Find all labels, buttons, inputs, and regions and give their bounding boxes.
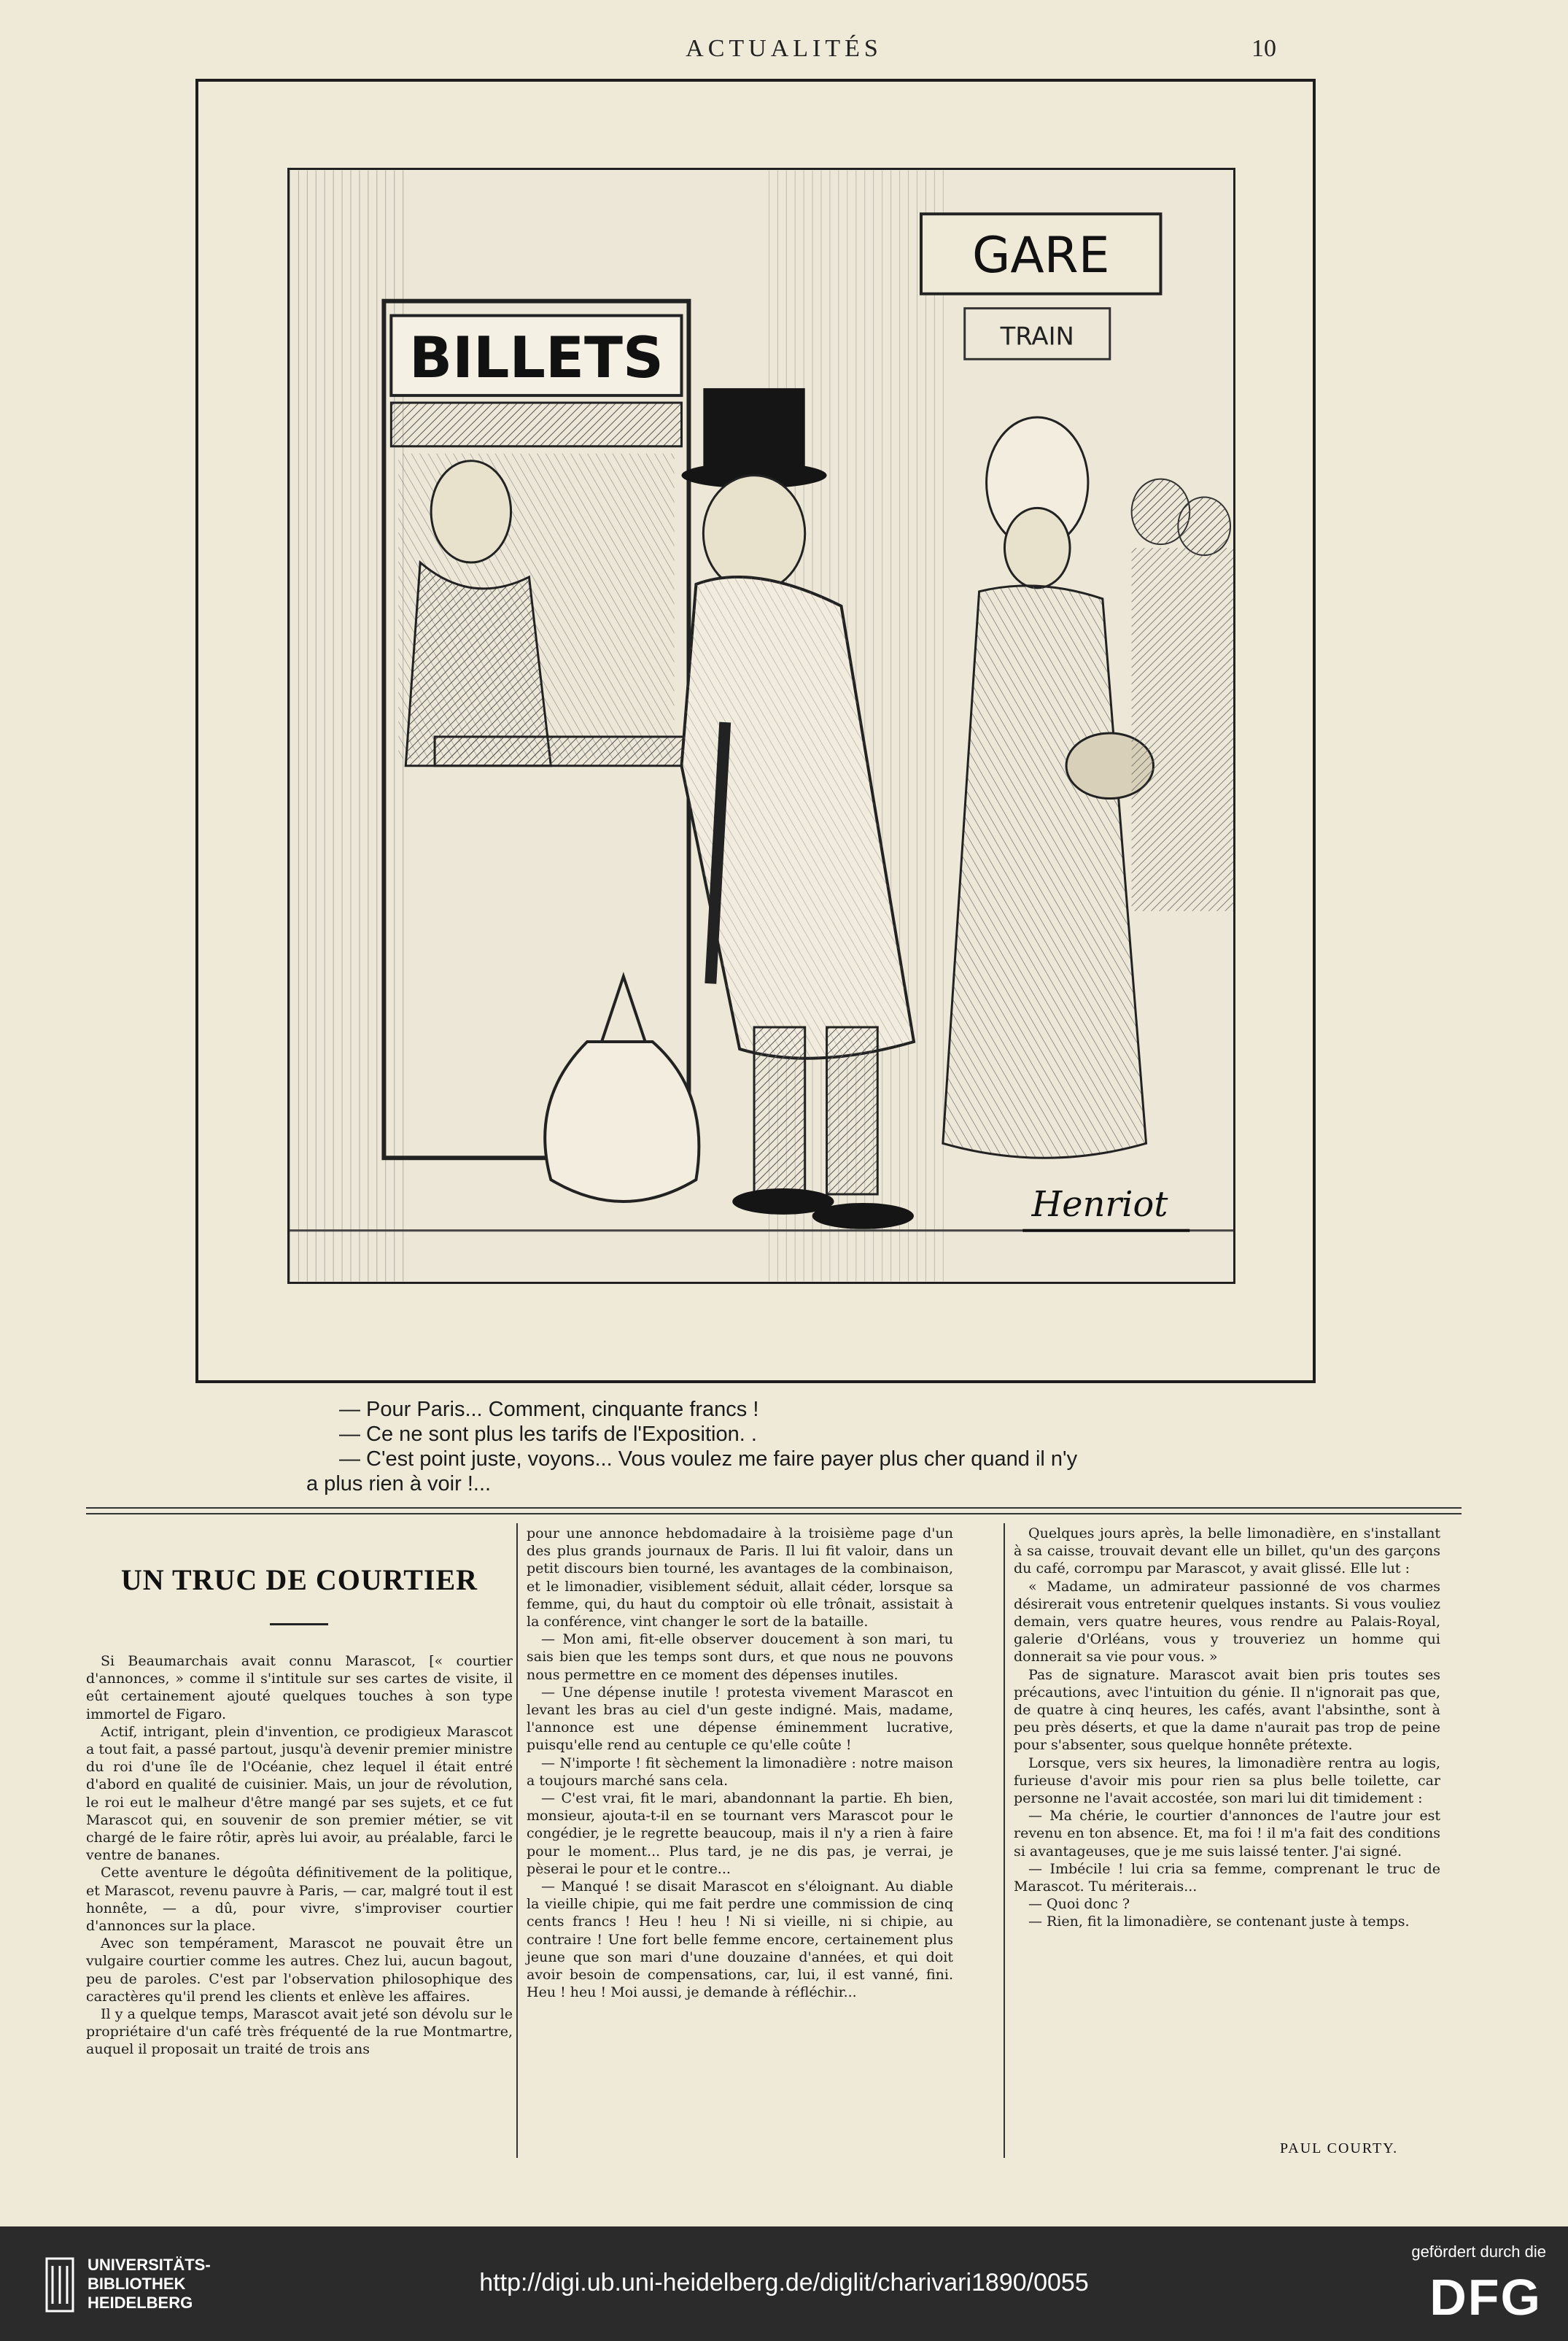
paragraph: — Une dépense inutile ! protesta vivement Marascot en levant les bras au ciel d'un geste indigné. Mais, madame, l'annonce est une dépense éminemment lucrative, puisqu'elle rend au centuple ce qu'elle coûte !: [527, 1684, 953, 1754]
caption-line-4: a plus rien à voir !...: [306, 1472, 492, 1495]
luggage-bag: [545, 1042, 699, 1202]
train-sign-text: TRAIN: [1000, 322, 1074, 351]
column-separator: [1004, 1523, 1005, 2158]
paragraph: Avec son tempérament, Marascot ne pouvait être un vulgaire courtier comme les autres. Chez lui, aucun bagout, peu de paroles. C'est par l'observation philosophique des caractères qu'il prend les clients et enlève les affaires.: [86, 1935, 513, 2005]
paragraph: Cette aventure le dégoûta définitivement de la politique, et Marascot, revenu pauvre à Paris, — car, malgré tout il est honnête, — a dû, pour vivre, s'improviser courtier d'annonces sur la place.: [86, 1865, 513, 1935]
paragraph: « Madame, un admirateur passionné de vos charmes désirerait vous entretenir quelques instants. Si vous vouliez demain, vers quatre heures, vous rendre au Palais-Royal, galerie d'Orléans, vous y trouveriez un homme qui donnerait sa vie pour vous. »: [1014, 1578, 1440, 1665]
paragraph: Quelques jours après, la belle limonadière, en s'installant à sa caisse, trouvait devant elle un billet, qu'un des garçons du café, corrompu par Marascot, y avait glissé. Elle lut :: [1014, 1525, 1440, 1577]
paragraph: Actif, intrigant, plein d'invention, ce prodigieux Marascot a tout fait, a passé partout, jusqu'à devenir premier ministre du roi d'une île de l'Océanie, chez lequel il était entré d'abord en qualité de cuisinier. Mais, un jour de révolution, le roi eut le malheur d'être mangé par ses sujets, et ce fut Marascot qui, en souvenir de son premier métier, se vit chargé de le faire rôtir, après lui avoir, au préalable, farci le ventre de bananes.: [86, 1723, 513, 1864]
caption-line-1: — Pour Paris... Comment, cinquante francs !: [339, 1398, 759, 1421]
traveller-head: [703, 476, 804, 592]
sponsor-label: gefördert durch die: [1411, 2243, 1546, 2261]
article-title: UN TRUC DE COURTIER: [120, 1563, 478, 1596]
paragraph: — Ma chérie, le courtier d'annonces de l'autre jour est revenu en ton absence. Et, ma foi ! il m'a fait des conditions si avantageuses, que je me suis laissé tenter. J'ai signé.: [1014, 1808, 1440, 1860]
paragraph: — Imbécile ! lui cria sa femme, comprenant le truc de Marascot. Tu mériterais...: [1014, 1860, 1440, 1895]
paragraph: Si Beaumarchais avait connu Marascot, [« courtier d'annonces, » comme il s'intitule sur ses cartes de visite, il eût certainement ajouté quelques touches à son type immortel de Figaro.: [86, 1653, 513, 1722]
top-hat: [703, 388, 804, 475]
article-column-3: [1014, 1525, 1440, 1931]
page-number: 10: [1251, 35, 1276, 62]
title-rule: [270, 1623, 328, 1625]
illustration-caption: [306, 1397, 1254, 1496]
section-title: ACTUALITÉS: [686, 35, 882, 62]
article-column-1: [86, 1652, 513, 2059]
artist-signature: Henriot: [1031, 1184, 1168, 1225]
billets-sign-text: BILLETS: [409, 325, 664, 392]
clerk-figure: [431, 461, 511, 562]
dfg-logo[interactable]: DFG: [1429, 2269, 1542, 2326]
library-name[interactable]: UNIVERSITÄTS- BIBLIOTHEK HEIDELBERG: [88, 2256, 211, 2312]
caption-line-3: — C'est point juste, voyons... Vous voulez me faire payer plus cher quand il n'y: [339, 1447, 1078, 1471]
engraving-drawing: [290, 170, 1233, 1282]
paragraph: Pas de signature. Marascot avait bien pris toutes ses précautions, avec l'intuition du génie. Il n'ignorait pas que, de quatre à cinq heures, les cafés, avant l'absinthe, sont à peu près déserts, et que la dame n'aurait pas trop de peine pour s'absenter, sous quelque honnête prétexte.: [1014, 1666, 1440, 1754]
paragraph: — Quoi donc ?: [1028, 1896, 1130, 1913]
illustration: [287, 168, 1235, 1284]
paragraph: — Rien, fit la limonadière, se contenant juste à temps.: [1028, 1914, 1410, 1930]
author-signature: PAUL COURTY.: [1280, 2140, 1399, 2156]
paragraph: — Mon ami, fit-elle observer doucement à son mari, tu sais bien que les temps sont durs, et que nous ne pouvons nous permettre en ce moment des dépenses inutiles.: [527, 1631, 953, 1683]
running-header: [0, 35, 1568, 79]
paragraph: — Manqué ! se disait Marascot en s'éloignant. Au diable la vieille chipie, qui me fait perdre une commission de cinq cents francs ! Heu ! heu ! Ni si vieille, ni si chipie, au contraire ! Une fort belle femme encore, certainement plus jeune que son mari d'une douzaine d'années, et qui doit avoir besoin de compensations, car, lui, il est vanné, fini. Heu ! heu ! Moi aussi, je demande à réfléchir...: [527, 1878, 953, 2001]
viewer-footer: [0, 2226, 1568, 2341]
column-separator: [516, 1523, 518, 2158]
divider-rule: [86, 1507, 1462, 1509]
permalink-url[interactable]: http://digi.ub.uni-heidelberg.de/diglit/charivari1890/0055: [479, 2269, 1089, 2296]
paragraph: Lorsque, vers six heures, la limonadière rentra au logis, furieuse d'avoir mis pour rien sa plus belle toilette, car personne ne l'avait accostée, son mari lui dit timidement :: [1014, 1754, 1440, 1807]
paragraph: Il y a quelque temps, Marascot avait jeté son dévolu sur le propriétaire d'un café très fréquenté de la rue Montmartre, auquel il proposait un traité de trois ans: [86, 2006, 513, 2058]
article-column-2: [527, 1525, 953, 2001]
divider-rule: [86, 1513, 1462, 1514]
gare-sign-text: GARE: [971, 225, 1110, 284]
paragraph: — N'importe ! fit sèchement la limonadière : notre maison a toujours marché sans cela.: [527, 1754, 953, 1789]
paragraph: pour une annonce hebdomadaire à la troisième page d'un des plus grands journaux de Paris. Il lui fit valoir, dans un petit discours bien tourné, les avantages de la combinaison, et le limonadier, visiblement séduit, allait céder, lorsque sa femme, qui, du haut du comptoir où elle trônait, assistait à la conférence, vint changer le sort de la bataille.: [527, 1525, 953, 1630]
caption-line-2: — Ce ne sont plus les tarifs de l'Exposition. .: [339, 1423, 757, 1446]
paragraph: — C'est vrai, fit le mari, abandonnant la partie. Eh bien, monsieur, ajouta-t-il en se tournant vers Marascot pour le congédier, je le regrette beaucoup, mais il n'y a rien à faire pour le moment... Plus tard, je ne dis pas, je verrai, je pèserai le pour et le contre...: [527, 1790, 953, 1877]
